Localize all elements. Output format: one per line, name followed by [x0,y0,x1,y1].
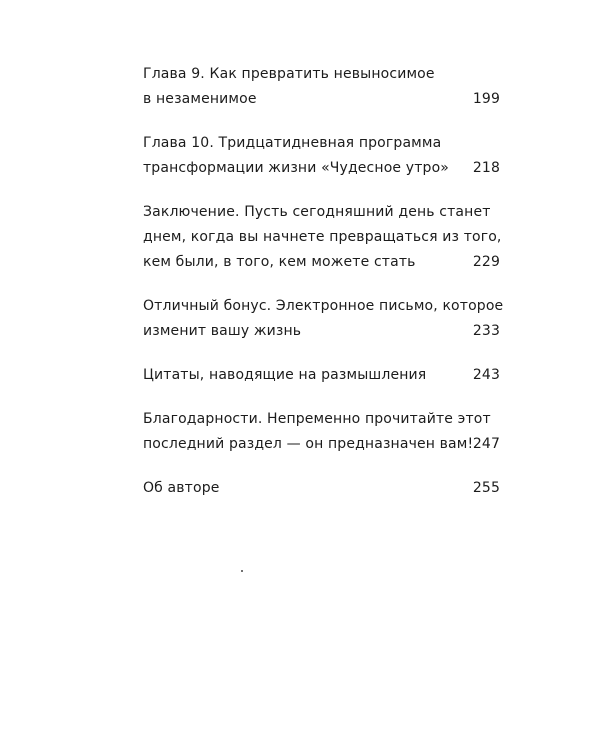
print-speck [241,570,243,572]
toc-entry-chapter-9 [143,62,500,112]
toc-page-number: 199 [472,91,500,107]
toc-entry-title-line: Цитаты, наводящие на размышления [143,367,427,383]
toc-entry-title-line: днем, когда вы начнете превращаться из того, [143,229,502,245]
toc-page-number: 229 [472,254,500,270]
toc-page-number: 243 [472,367,500,383]
toc-entry-chapter-10 [143,131,500,181]
toc-entry-title-line: Заключение. Пусть сегодняшний день станет [143,204,491,220]
toc-entry-title-line: в незаменимое [143,91,257,107]
toc-page-number: 233 [472,323,500,339]
toc-entry-about-author [143,476,500,501]
toc-entry-title-line: последний раздел — он предназначен вам! [143,436,474,452]
toc-page-number: 247 [472,436,500,452]
toc-entry-title-line: трансформации жизни «Чудесное утро» [143,160,449,176]
toc-entry-title-line: Глава 9. Как превратить невыносимое [143,66,435,82]
table-of-contents [143,62,504,520]
toc-entry-title-line: Глава 10. Тридцатидневная программа [143,135,442,151]
toc-entry-acknowledgements [143,407,500,457]
toc-page-number: 218 [472,160,500,176]
toc-entry-title-line: кем были, в того, кем можете стать [143,254,416,270]
toc-entry-title-line: Благодарности. Непременно прочитайте этот [143,411,491,427]
toc-entry-title-line: Об авторе [143,480,220,496]
toc-entry-bonus [143,294,504,344]
toc-entry-title-line: изменит вашу жизнь [143,323,302,339]
toc-entry-conclusion [143,200,500,275]
toc-entry-title-line: Отличный бонус. Электронное письмо, которое [143,298,504,314]
toc-entry-quotes [143,363,500,388]
toc-page-number: 255 [472,480,500,496]
